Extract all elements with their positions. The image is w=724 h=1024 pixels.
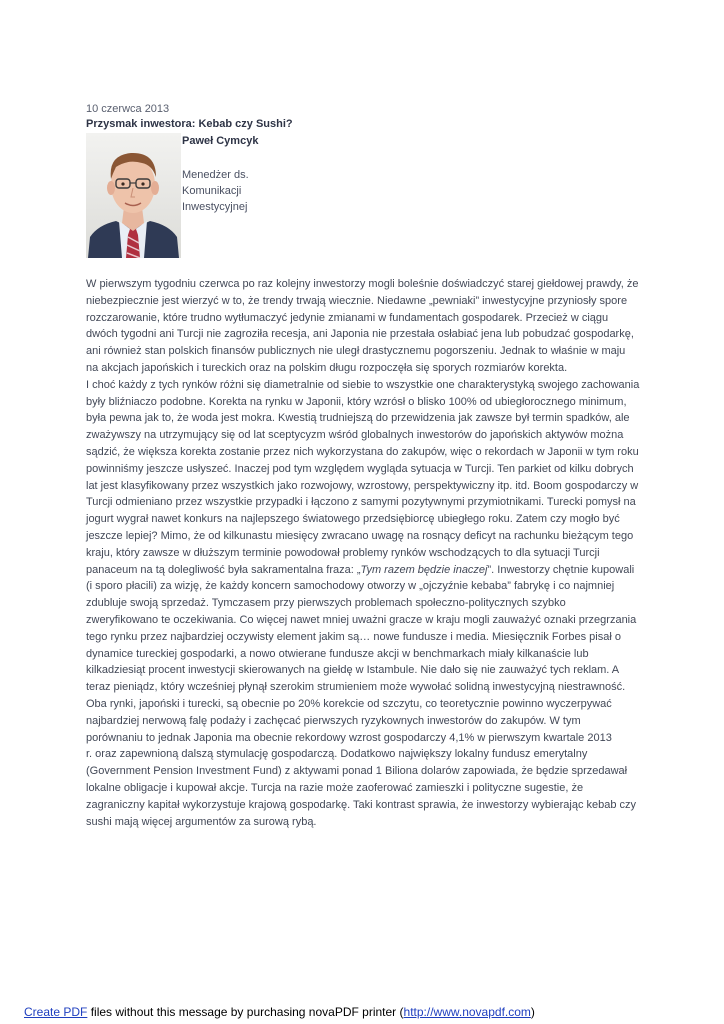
author-role <box>182 167 249 215</box>
footer-text-end: ) <box>530 1005 535 1019</box>
article-text-line: tego rynku przez najbardziej oczywisty element jakim są… nowe fundusze i media. Miesięcznik Forbes pisał o <box>86 630 621 643</box>
article-text-line: W pierwszym tygodniu czerwca po raz kolejny inwestorzy mogli boleśnie doświadczyć starej giełdowej prawdy, że <box>86 278 639 290</box>
article-text-line: lokalne obligacje i kupował akcje. Turcja na razie może zaoferować zamieszki i polityczne sugestie, że <box>86 781 584 794</box>
author-role-line: Inwestycyjnej <box>182 201 248 213</box>
author-role-line: Menedżer ds. <box>182 169 249 181</box>
article-text-line: kilkadziesiąt procent inwestycji skierowanych na giełdę w Istambule. Nie dało się nie zauważyć tych reklam. A <box>86 664 620 677</box>
article-text-line: dwóch tygodni ani Turcji nie zagroziła recesja, ani Japonia nie przestała osłabiać jena lub pobudzać gospodarkę, <box>86 328 634 341</box>
article-text-line: (i sporo płacili) za wizję, że każdy koncern samochodowy otworzy w „ojczyźnie kebaba” fabrykę i co najmniej <box>86 580 615 593</box>
article-text-line: na akcjach japońskich i tureckich oraz na polskim długu rozpoczęła się sporych rozmiarów korekta. <box>86 361 568 374</box>
article-text-line: powinniśmy jeszcze usłyszeć. Inaczej pod tym względem wygląda sytuacja w Turcji. Ten parkiet od kilku dobrych <box>86 462 634 475</box>
article-text-line: rozczarowanie, które trudno wytłumaczyć jedynie zmianami w fundamentach gospodarek. Przecież w ciągu <box>86 311 609 324</box>
article-text-line: zagraniczny kapitał wykorzystuje krajową gospodarkę. Taki kontrast sprawia, że inwestorzy wybierając kebab czy <box>86 798 637 811</box>
article-text-line: dynamice tureckiej gospodarki, a nowo otwierane fundusze akcji w benchmarkach miały kilkanaście lub <box>86 647 589 660</box>
author-role-line: Komunikacji <box>182 185 242 197</box>
article-text-line: jeszcze lepiej? Mimo, że od kilkunastu miesięcy zwracano uwagę na rosnący deficyt na rachunku bieżącym tego <box>86 529 634 542</box>
article-text-line: lat jest klasyfikowany przez wszystkich jako rozwojowy, wzrostowy, perspektywiczny itp. itd. Boom gospodarczy w <box>86 479 639 492</box>
article-text-line: I choć każdy z tych rynków różni się diametralnie od siebie to wszystkie one charakterystyką swojego zachowania <box>86 378 640 391</box>
create-pdf-link[interactable]: Create PDF <box>24 1005 88 1019</box>
pdf-footer <box>24 1005 535 1019</box>
author-photo <box>86 133 181 258</box>
author-portrait-image <box>86 133 181 258</box>
novapdf-link[interactable]: http://www.novapdf.com <box>403 1005 531 1019</box>
article-text-line: sądzić, że większa korekta zostanie przez nich wykorzystana do zakupów, więc o rekordach w Japonii w tym roku <box>86 445 639 458</box>
article-text-line: zdubluje swoją sprzedaż. Tymczasem przy pierwszych problemach społeczno-politycznych szybko <box>86 597 566 610</box>
article-text-line: zweryfikowano te oczekiwania. Co więcej nawet mniej uważni gracze w kraju mogli zauważyć oznaki przegrzania <box>86 613 637 626</box>
article-text-line: jogurt wygrał nawet konkurs na najlepszego światowego przedsiębiorcę ubiegłego roku. Zatem czy mogło być <box>86 513 620 526</box>
article-text-line: porównaniu to jednak Japonia ma obecnie rekordowy wzrost gospodarczy 4,1% w pierwszym kwartale 2013 <box>86 731 612 744</box>
article-text-line: r. oraz zapewnioną dalszą stymulację gospodarczą. Dodatkowo największy lokalny fundusz emerytalny <box>86 748 588 761</box>
author-name: Paweł Cymcyk <box>182 135 259 147</box>
footer-text: files without this message by purchasing novaPDF printer ( <box>87 1005 404 1019</box>
article-text-line: niebezpiecznie jest wierzyć w to, że trendy trwają wiecznie. Niedawne „pewniaki” inwestycyjne przyniosły spore <box>86 294 628 307</box>
article-text-line: zważywszy na utrzymujący się od lat sceptycyzm wśród globalnych inwestorów do japońskich aktywów można <box>86 429 624 442</box>
quoted-phrase: Tym razem będzie inaczej <box>360 563 488 576</box>
article-title: Przysmak inwestora: Kebab czy Sushi? <box>86 118 293 130</box>
article-text-line: panaceum na tą dolegliwość była sakramentalna fraza: „Tym razem będzie inaczej”. Inwestorzy chętnie kupowali <box>86 563 635 576</box>
article-text-line: były bliźniaczo podobne. Korekta na rynku w Japonii, który wzrósł o blisko 100% od ubiegłorocznego minimum, <box>86 395 627 408</box>
article-text-line: (Government Pension Investment Fund) z aktywami ponad 1 Biliona dolarów zapowiada, że będzie sprzedawał <box>86 765 628 778</box>
article-text-line: Turcji odmieniano przez wszystkie przypadki i łączono z samymi pozytywnymi przymiotnikami. Turecki pomysł na <box>86 496 636 509</box>
article-text-line: ani również stan polskich finansów publicznych nie uległ drastycznemu pogorszeniu. Jednak to właśnie w maju <box>86 345 626 358</box>
article-text-line: sushi mają więcej argumentów za surową rybą. <box>86 815 317 828</box>
article-text-line: najbardziej nerwową falę podaży i zachęcać pierwszych ryzykownych inwestorów do zakupów. W tym <box>86 714 581 727</box>
article-body <box>86 276 642 830</box>
article-text-line: Oba rynki, japoński i turecki, są obecnie po 20% korekcie od szczytu, co teoretycznie powinno wyczerpywać <box>86 697 612 710</box>
article-text-line: kraju, który zawsze w dłuższym terminie powodował problemy rynków wschodzących to dla sytuacji Turcji <box>86 546 600 559</box>
article-text-line: teraz pieniądz, który wcześniej płynął szerokim strumieniem może wywołać solidną inwestycyjną niestrawność. <box>86 681 626 694</box>
article-text-line: była pewna jak to, że woda jest mokra. Kwestią trudniejszą do przewidzenia jak zawsze był termin spadków, ale <box>86 412 630 425</box>
article-date: 10 czerwca 2013 <box>86 103 170 115</box>
